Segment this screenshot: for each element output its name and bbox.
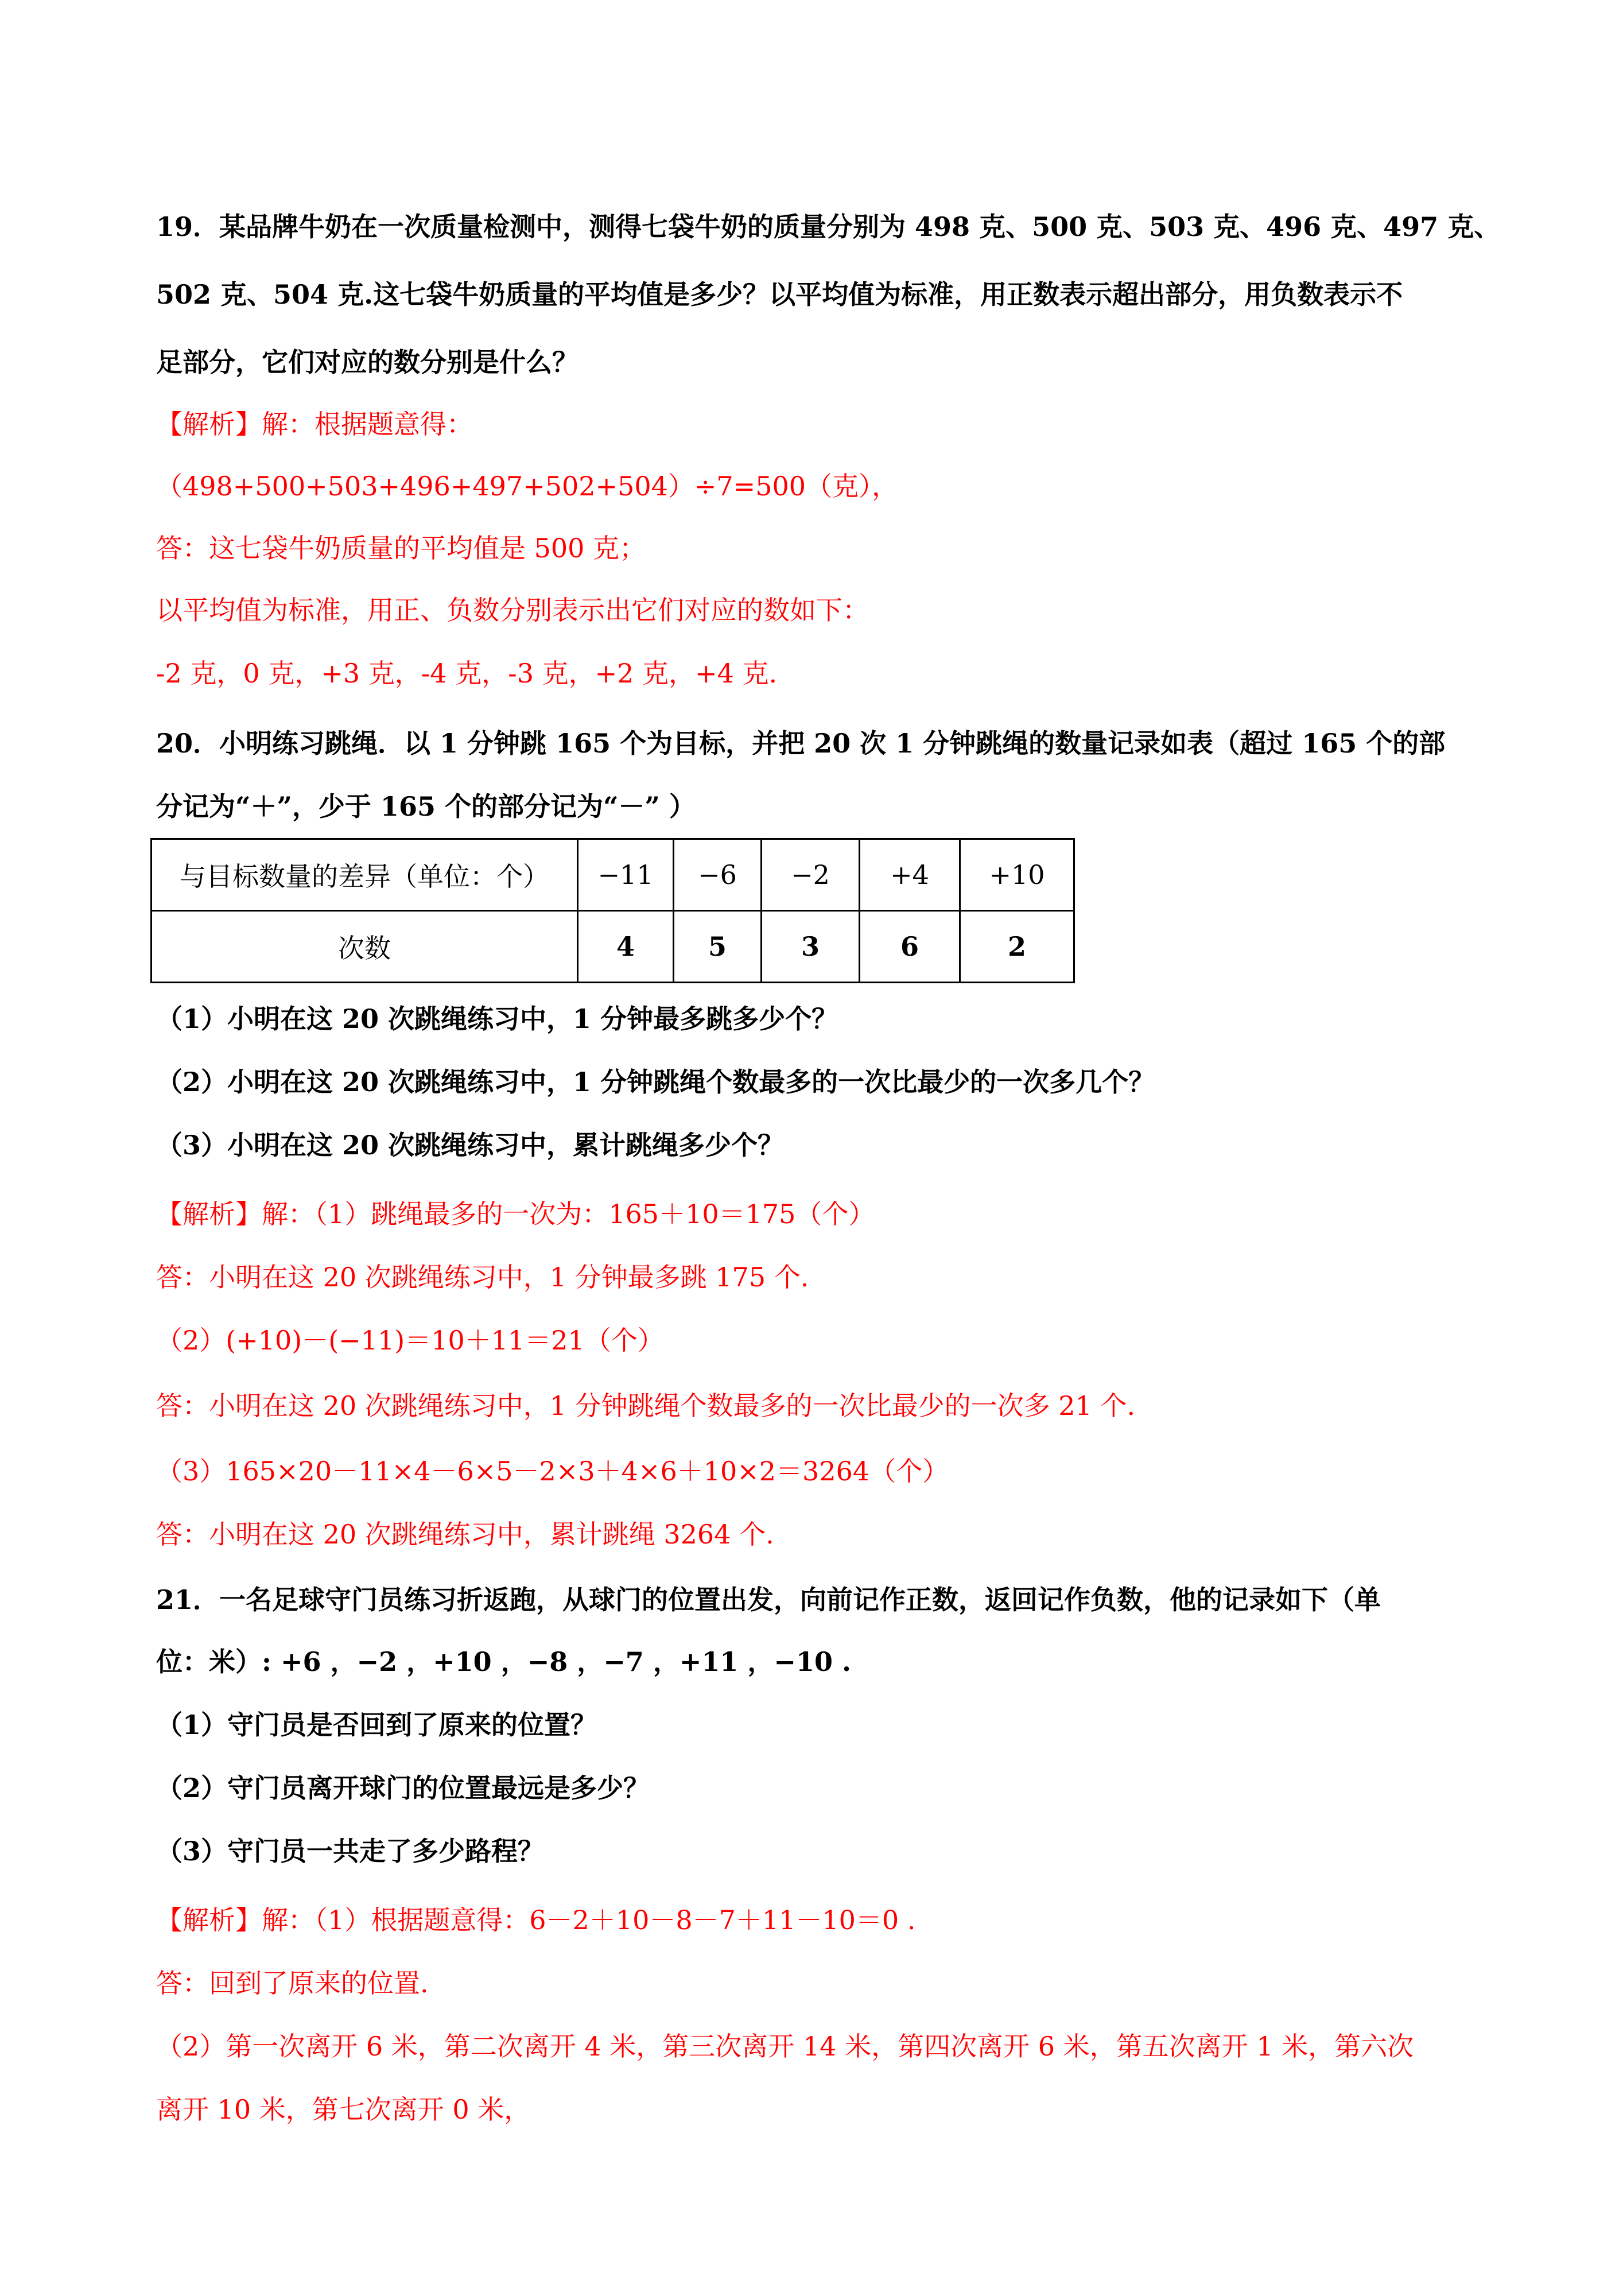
table-cell-count: 6 [860, 911, 960, 983]
table-header-count: 次数 [152, 911, 578, 983]
table-cell-diff: +4 [860, 839, 960, 911]
q20-subquestion-1: （1）小明在这 20 次跳绳练习中，1 分钟最多跳多少个？ [156, 1003, 838, 1034]
q20-answer-3: 答：小明在这 20 次跳绳练习中，累计跳绳 3264 个. [156, 1519, 774, 1550]
q20-answer-2: 答：小明在这 20 次跳绳练习中，1 分钟跳绳个数最多的一次比最少的一次多 21 个. [156, 1390, 1136, 1421]
q20-stem-line-1: 20．小明练习跳绳．以 1 分钟跳 165 个为目标，并把 20 次 1 分钟跳绳的数量记录如表（超过 165 个的部 [156, 728, 1446, 759]
table-cell-count: 4 [578, 911, 674, 983]
table-cell-diff: −11 [578, 839, 674, 911]
q21-solution-2-line-1: （2）第一次离开 6 米，第二次离开 4 米，第三次离开 14 米，第四次离开 6 米，第五次离开 1 米，第六次 [156, 2031, 1414, 2062]
q21-solution-1: 【解析】解：（1）根据题意得：6－2＋10－8－7＋11－10＝0 . [156, 1905, 916, 1936]
table-header-difference: 与目标数量的差异（单位：个） [152, 839, 578, 911]
table-cell-count: 3 [762, 911, 860, 983]
q19-answer-1: 答：这七袋牛奶质量的平均值是 500 克； [156, 533, 646, 564]
q19-stem-line-2: 502 克、504 克.这七袋牛奶质量的平均值是多少？以平均值为标准，用正数表示超出部分，用负数表示不 [156, 279, 1403, 310]
q19-solution-calc: （498+500+503+496+497+502+504）÷7=500（克）， [156, 471, 899, 502]
q20-data-table [150, 838, 1075, 983]
q20-solution-3: （3）165×20－11×4－6×5－2×3＋4×6＋10×2＝3264（个） [156, 1456, 949, 1487]
q21-stem-line-1: 21．一名足球守门员练习折返跑，从球门的位置出发，向前记作正数，返回记作负数，他的记录如下（单 [156, 1584, 1381, 1615]
q21-subquestion-1: （1）守门员是否回到了原来的位置？ [156, 1709, 597, 1740]
q20-solution-2: （2）(+10)－(−11)＝10＋11＝21（个） [156, 1325, 664, 1356]
table-cell-diff: −6 [674, 839, 762, 911]
q19-stem-line-1: 19．某品牌牛奶在一次质量检测中，测得七袋牛奶的质量分别为 498 克、500 克、503 克、496 克、497 克、 [156, 211, 1501, 242]
table-cell-count: 2 [960, 911, 1074, 983]
q21-stem-line-2: 位：米）: +6 ，−2 ，+10 ，−8 ，−7 ，+11 ，−10 . [156, 1646, 851, 1677]
q20-answer-1: 答：小明在这 20 次跳绳练习中，1 分钟最多跳 175 个. [156, 1262, 809, 1293]
q19-solution-intro: 【解析】解：根据题意得： [156, 409, 473, 440]
table-row-counts [152, 911, 1074, 983]
q20-stem-line-2: 分记为“＋”，少于 165 个的部分记为“－” ） [156, 791, 696, 822]
q19-answer-values: -2 克，0 克，+3 克，-4 克，-3 克，+2 克，+4 克. [156, 658, 778, 689]
q21-subquestion-2: （2）守门员离开球门的位置最远是多少？ [156, 1773, 650, 1804]
table-cell-diff: +10 [960, 839, 1074, 911]
q20-solution-1: 【解析】解：（1）跳绳最多的一次为：165＋10＝175（个） [156, 1199, 875, 1230]
q19-stem-line-3: 足部分，它们对应的数分别是什么？ [156, 347, 578, 378]
q21-subquestion-3: （3）守门员一共走了多少路程？ [156, 1836, 545, 1867]
table-cell-diff: −2 [762, 839, 860, 911]
q21-solution-2-line-2: 离开 10 米，第七次离开 0 米， [156, 2094, 531, 2125]
table-cell-count: 5 [674, 911, 762, 983]
q20-subquestion-2: （2）小明在这 20 次跳绳练习中，1 分钟跳绳个数最多的一次比最少的一次多几个？ [156, 1066, 1155, 1097]
q20-subquestion-3: （3）小明在这 20 次跳绳练习中，累计跳绳多少个？ [156, 1130, 785, 1161]
q21-answer-1: 答：回到了原来的位置. [156, 1968, 429, 1999]
table-row-differences [152, 839, 1074, 911]
q19-answer-2: 以平均值为标准，用正、负数分别表示出它们对应的数如下： [156, 595, 869, 626]
